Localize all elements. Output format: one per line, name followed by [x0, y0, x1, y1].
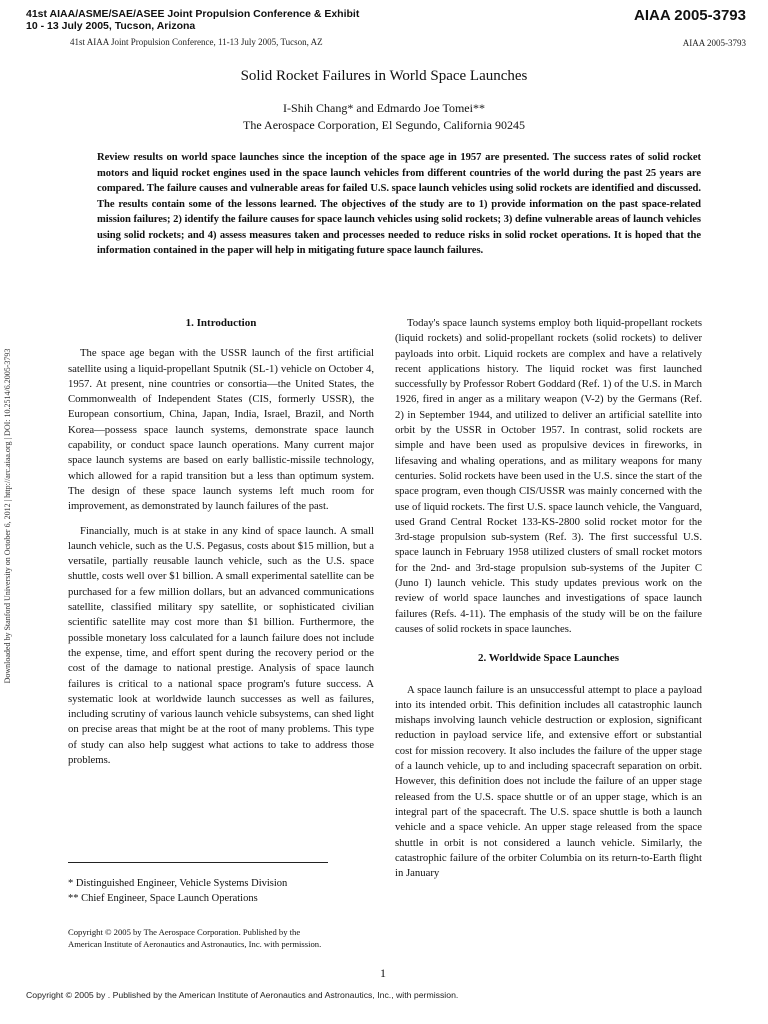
- conference-line: 41st AIAA/ASME/SAE/ASEE Joint Propulsion Conference & Exhibit: [26, 8, 360, 20]
- running-header-right: AIAA 2005-3793: [682, 38, 746, 48]
- abstract: Review results on world space launches since the inception of the space age in 1957 are presented. The success rates of solid rocket motors and liquid rocket engines used in the space launch vehicles from different countries of the world during the past 25 years are compared. The failure causes and vulnerable areas for failed U.S. space launch vehicles using solid rockets are identified and discussed. The results contain some of the lessons learned. The objectives of the study are to 1) provide information on the past space-related mission failures; 2) identify the failure causes for space launch vehicles using solid rockets; 3) define vulnerable areas of launch vehicles using solid rockets; and 4) assess measures taken and processes needed to reduce risks in solid rocket operations. It is hoped that the information contained in the paper will help in mitigating future space launch failures.: [97, 152, 701, 256]
- footnote-author-2: ** Chief Engineer, Space Launch Operations: [68, 893, 258, 904]
- paragraph: Today's space launch systems employ both liquid-propellant rockets (liquid rockets) and solid-propellant rockets (solid rockets) to deliver payloads into orbit. Liquid rockets are complex and have a relatively recent applications history. The liquid rocket was first launched successfully by Professor Robert Goddard (Ref. 1) of the U.S. in March 1926, fired in anger as a military weapon (V-2) by the Germans (Ref. 2) in September 1944, and utilized to deliver an artificial satellite into orbit by the USSR in October 1957. In contrast, solid rockets are simple and have been used as propulsive devices in fireworks, in lifesaving and whaling operations, and as military weapons for many centuries. Solid rockets have been used in the U.S. since the start of the space program, even though CIS/USSR was mainly concerned with the use of liquid rockets. The first U.S. space launch vehicle, the Vanguard, used Grand Central Rocket 133-KS-2800 solid rocket motor for the 3rd-stage propulsion sub-system (Ref. 3). The first successful U.S. space launch in February 1958 utilized clusters of small rocket motors for the 2nd- and 3rd-stage propulsion sub-systems of the Jupiter C (Juno I) launch vehicle. This study updates previous work on the review of world space launches and investigations of space launch failures (Refs. 4-11). The emphasis of the study will be on the failure causes of solid rockets in space launches.: [395, 317, 702, 635]
- page-number: 1: [380, 966, 386, 980]
- download-watermark: Downloaded by Stanford University on October 6, 2012 | http://arc.aiaa.org | DOI: 10.2514/6.2005-3793: [3, 348, 12, 684]
- paragraph: A space launch failure is an unsuccessful attempt to place a payload into its intended orbit. This definition includes all catastrophic launch mishaps involving launch vehicle destruction or explosion, significant reduction in payload service life, and extensive effort or substantial cost for mission recovery. It also includes the failure of the upper stage of a launch vehicle, up to and including spacecraft separation on orbit. However, this definition does not include the failure of an upper stage released from the U.S. space shuttle or of an upper stage, which is an integral part of the spacecraft. The U.S. space shuttle is both a launch vehicle and a space vehicle. An upper stage released from the space shuttle in orbit is not considered a launch vehicle. Similarly, the catastrophic failure of the orbiter Columbia on its return-to-Earth flight in January: [395, 683, 702, 880]
- section-heading-worldwide-launches: 2. Worldwide Space Launches: [478, 652, 619, 665]
- paragraph: The space age began with the USSR launch of the first artificial satellite using a liquid-propellant Sputnik (SL-1) vehicle on October 4, 1957. At present, nine countries or consortia—the United States, the Commonwealth of Independent States (CIS, formerly USSR), the European consortium, China, Japan, India, Israel, Brazil, and North Korea—possess space launch systems, demonstrate space launch capability, or conduct space launch operations. Many current major space launch systems are based on early ballistic-missile technology, which allowed for a rapid transition but a less than optimum system. The design of these space launch systems left much room for improvement, as demonstrated by launch failures of the past.: [68, 347, 374, 513]
- running-header-left: 41st AIAA Joint Propulsion Conference, 11-13 July 2005, Tucson, AZ: [70, 37, 323, 47]
- bottom-copyright: Copyright © 2005 by . Published by the American Institute of Aeronautics and Astronautics, Inc., with permission.: [26, 990, 459, 1000]
- footnote-divider: [68, 862, 328, 863]
- authors: I-Shih Chang* and Edmardo Joe Tomei**: [283, 101, 485, 115]
- right-column: [395, 316, 702, 881]
- paper-title: Solid Rocket Failures in World Space Launches: [240, 68, 528, 84]
- paper-id: AIAA 2005-3793: [633, 7, 746, 24]
- footnote-author-1: * Distinguished Engineer, Vehicle Systems Division: [68, 878, 288, 889]
- section-heading-introduction: 1. Introduction: [185, 317, 257, 329]
- copyright-notice: Copyright © 2005 by The Aerospace Corporation. Published by the: [68, 927, 301, 937]
- date-line: 10 - 13 July 2005, Tucson, Arizona: [26, 20, 196, 32]
- copyright-notice-cont: American Institute of Aeronautics and Astronautics, Inc. with permission.: [68, 939, 322, 949]
- affiliation: The Aerospace Corporation, El Segundo, California 90245: [243, 118, 525, 132]
- left-column: [68, 316, 374, 768]
- paragraph: Financially, much is at stake in any kind of space launch. A small launch vehicle, such as the U.S. Pegasus, costs about $15 million, but a versatile, partially reusable launch vehicle, such as the U.S. space shuttle, costs well over $1 billion. A small experimental satellite can be purchased for a few million dollars, but an advanced communications satellite, classified military spy satellite, or sophisticated civilian scientific satellite may cost more than $1 billion. Furthermore, the possible monetary loss calculated for a launch failure does not include the expense, time, and effort spent during the recovery period or the cost of the damage to national prestige. Analysis of space launch failures is critical to a national space program's future success. A systematic look at worldwide launch successes as well as failures, including scrutiny of various launch vehicle subsystems, can shed light on precise areas that might be at the root of many problems. This type of study can also help suggest what actions to take to address those problems.: [68, 524, 374, 767]
